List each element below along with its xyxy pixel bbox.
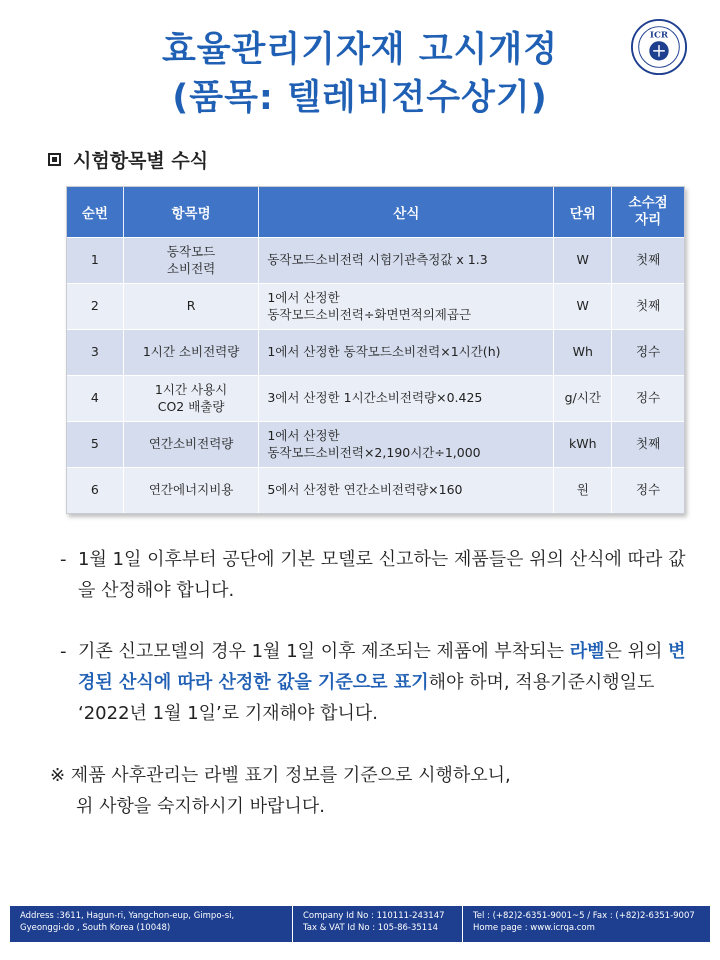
header-decimal: 소수점 자리 xyxy=(612,187,684,237)
bullet2-part2: 은 위의 xyxy=(604,641,669,662)
cell-formula: 1에서 산정한 동작모드소비전력×2,190시간÷1,000 xyxy=(259,421,554,467)
table-row xyxy=(67,283,684,329)
footer-address-line2: Gyeonggi-do , South Korea (10048) xyxy=(20,923,171,933)
square-bullet-icon xyxy=(48,153,61,166)
page-title-line1: 효율관리기자재 고시개정 xyxy=(161,30,559,70)
cell-unit: g/시간 xyxy=(554,375,612,421)
cell-formula: 동작모드소비전력 시험기관측정값 x 1.3 xyxy=(259,237,554,283)
cell-decimal: 정수 xyxy=(612,329,684,375)
table-row xyxy=(67,329,684,375)
footer-contact xyxy=(463,906,710,942)
header-formula: 산식 xyxy=(259,187,554,237)
bullet2-part1: 기존 신고모델의 경우 1월 1일 이후 제조되는 제품에 부착되는 xyxy=(78,641,564,662)
bullet-paragraph-1 xyxy=(60,544,700,606)
cell-no: 6 xyxy=(67,467,124,513)
page-title-line2: (품목: 텔레비전수상기) xyxy=(172,78,548,118)
header-item: 항목명 xyxy=(124,187,260,237)
table-row xyxy=(67,421,684,467)
cell-decimal: 정수 xyxy=(612,375,684,421)
footer-tel-fax: Tel : (+82)2-6351-9001~5 / Fax : (+82)2-6351-9007 xyxy=(473,911,695,921)
formula-table xyxy=(66,186,685,514)
cell-item: R xyxy=(124,283,260,329)
footer-bar xyxy=(10,906,710,942)
cell-decimal: 첫째 xyxy=(612,421,684,467)
cell-formula: 5에서 산정한 연간소비전력량×160 xyxy=(259,467,554,513)
cell-item: 연간소비전력량 xyxy=(124,421,260,467)
section-title: 시험항목별 수식 xyxy=(73,150,209,172)
cell-decimal: 첫째 xyxy=(612,283,684,329)
cell-formula: 1에서 산정한 동작모드소비전력÷화면면적의제곱근 xyxy=(259,283,554,329)
cell-decimal: 첫째 xyxy=(612,237,684,283)
cell-formula: 3에서 산정한 1시간소비전력량×0.425 xyxy=(259,375,554,421)
cell-unit: kWh xyxy=(554,421,612,467)
table-row xyxy=(67,467,684,513)
notice-line2: 위 사항을 숙지하시기 바랍니다. xyxy=(76,796,325,817)
cell-unit: W xyxy=(554,283,612,329)
footer-homepage: Home page : www.icrqa.com xyxy=(473,923,595,933)
cell-unit: 원 xyxy=(554,467,612,513)
bullet2-text xyxy=(60,636,700,729)
bullet-paragraph-2 xyxy=(60,636,700,729)
cell-item: 1시간 소비전력량 xyxy=(124,329,260,375)
bullet1-text: 1월 1일 이후부터 공단에 기본 모델로 신고하는 제품들은 위의 산식에 따라 값을 산정해야 합니다. xyxy=(78,549,686,601)
notice-line1: ※ 제품 사후관리는 라벨 표기 정보를 기준으로 시행하오니, xyxy=(50,765,511,786)
cell-no: 3 xyxy=(67,329,124,375)
dash-bullet: - xyxy=(60,549,67,570)
cell-decimal: 정수 xyxy=(612,467,684,513)
cell-item: 연간에너지비용 xyxy=(124,467,260,513)
section-heading xyxy=(48,146,208,173)
footer-tax-id: Tax & VAT Id No : 105-86-35114 xyxy=(303,923,439,933)
dash-bullet: - xyxy=(60,641,67,662)
cell-no: 4 xyxy=(67,375,124,421)
footer-address xyxy=(10,906,293,942)
table-row xyxy=(67,237,684,283)
footer-address-line1: Address :3611, Hagun-ri, Yangchon-eup, Gimpo-si, xyxy=(20,911,235,921)
icr-logo xyxy=(630,18,688,76)
cell-item: 동작모드 소비전력 xyxy=(124,237,260,283)
bullet2-part3: 해야 하며, 적용기준시행일도 ‘2022년 1월 1일’로 기재해야 합니다. xyxy=(78,672,655,724)
cell-no: 2 xyxy=(67,283,124,329)
header-no: 순번 xyxy=(67,187,124,237)
bullet2-highlight: 변경된 산식에 따라 산정한 값을 기준으로 표기 xyxy=(78,641,686,693)
header-unit: 단위 xyxy=(554,187,612,237)
logo-text: ICR xyxy=(649,30,669,41)
cell-formula: 1에서 산정한 동작모드소비전력×1시간(h) xyxy=(259,329,554,375)
footer-company xyxy=(293,906,463,942)
notice-paragraph xyxy=(50,760,700,822)
table-row xyxy=(67,375,684,421)
bullet2-label-highlight: 라벨 xyxy=(569,641,605,662)
cell-no: 1 xyxy=(67,237,124,283)
table-header-row xyxy=(67,187,684,237)
cell-item: 1시간 사용시 CO2 배출량 xyxy=(124,375,260,421)
footer-company-id: Company Id No : 110111-243147 xyxy=(303,911,445,921)
cell-unit: W xyxy=(554,237,612,283)
cell-unit: Wh xyxy=(554,329,612,375)
cell-no: 5 xyxy=(67,421,124,467)
